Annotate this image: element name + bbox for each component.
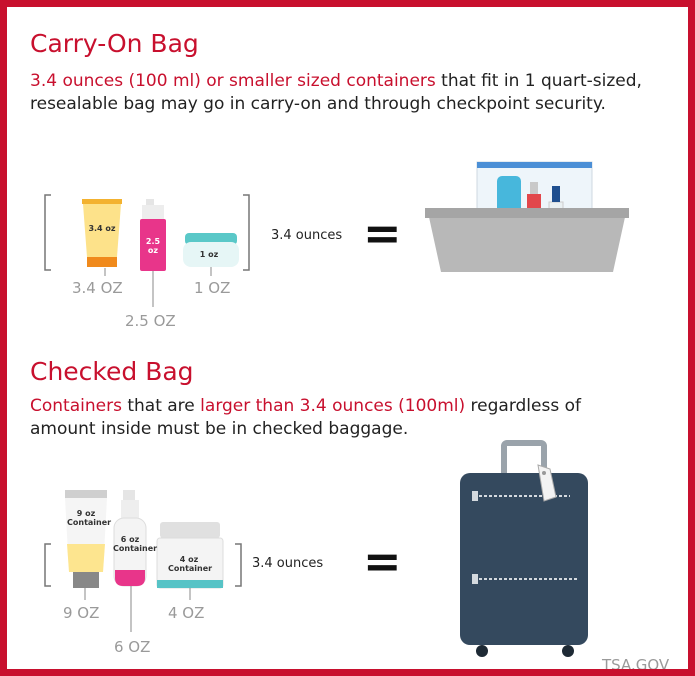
caption-2-5oz: 2.5 OZ	[125, 312, 176, 330]
checked-bag-title: Checked Bag	[30, 357, 194, 386]
jar-4oz-label	[168, 555, 213, 573]
checked-description-line1	[30, 395, 581, 418]
tube-3-4oz-label: 3.4 oz	[88, 224, 116, 233]
caption-1oz: 1 OZ	[194, 279, 231, 297]
checked-description-line2: amount inside must be in checked baggage.	[30, 419, 409, 439]
tube-9oz-label-line1: 9 oz	[76, 509, 96, 518]
checked-desc-rest: regardless of	[465, 396, 581, 416]
caption-9oz: 9 OZ	[63, 604, 100, 622]
jar-4oz-label-line1: 4 oz	[179, 555, 199, 564]
carry-on-title: Carry-On Bag	[30, 29, 199, 58]
security-bin-with-bag-icon	[417, 152, 637, 282]
caption-4oz: 4 OZ	[168, 604, 205, 622]
carry-on-equals-sign: =	[363, 206, 402, 260]
carry-on-desc-rest: that fit in 1 quart-sized,	[435, 71, 642, 91]
checked-highlight-containers: Containers	[30, 396, 122, 416]
carry-on-description-line2: resealable bag may go in carry-on and through checkpoint security.	[30, 94, 606, 114]
jar-1oz-label: 1 oz	[199, 250, 219, 259]
carry-on-total-label: 3.4 ounces	[271, 228, 343, 243]
checked-equals-sign: =	[363, 534, 402, 588]
checked-desc-mid: that are	[121, 396, 201, 416]
caption-6oz: 6 OZ	[114, 638, 151, 656]
pump-6oz-label	[113, 535, 158, 553]
carry-on-description-line1	[30, 70, 642, 93]
suitcase-icon	[452, 439, 597, 659]
tsa-gov-footer: TSA.GOV	[602, 656, 670, 674]
tube-3-4oz-icon	[82, 199, 122, 267]
checked-highlight-larger: larger than 3.4 ounces (100ml)	[200, 396, 466, 416]
tube-9oz-icon	[65, 490, 112, 588]
tube-9oz-label	[67, 509, 112, 527]
jar-4oz-label-line2: Container	[168, 564, 213, 573]
pump-6oz-label-line2: Container	[113, 544, 158, 553]
pump-bottle-2-5oz-icon	[140, 199, 166, 271]
caption-3-4oz: 3.4 OZ	[72, 279, 123, 297]
checked-containers-illustration	[37, 482, 247, 647]
tube-9oz-label-line2: Container	[67, 518, 112, 527]
checked-total-label: 3.4 ounces	[252, 556, 324, 571]
carry-on-highlight: 3.4 ounces (100 ml) or smaller sized containers	[30, 71, 436, 91]
pump-2-5oz-label: 2.5 oz	[145, 237, 161, 255]
pump-6oz-label-line1: 6 oz	[120, 535, 140, 544]
